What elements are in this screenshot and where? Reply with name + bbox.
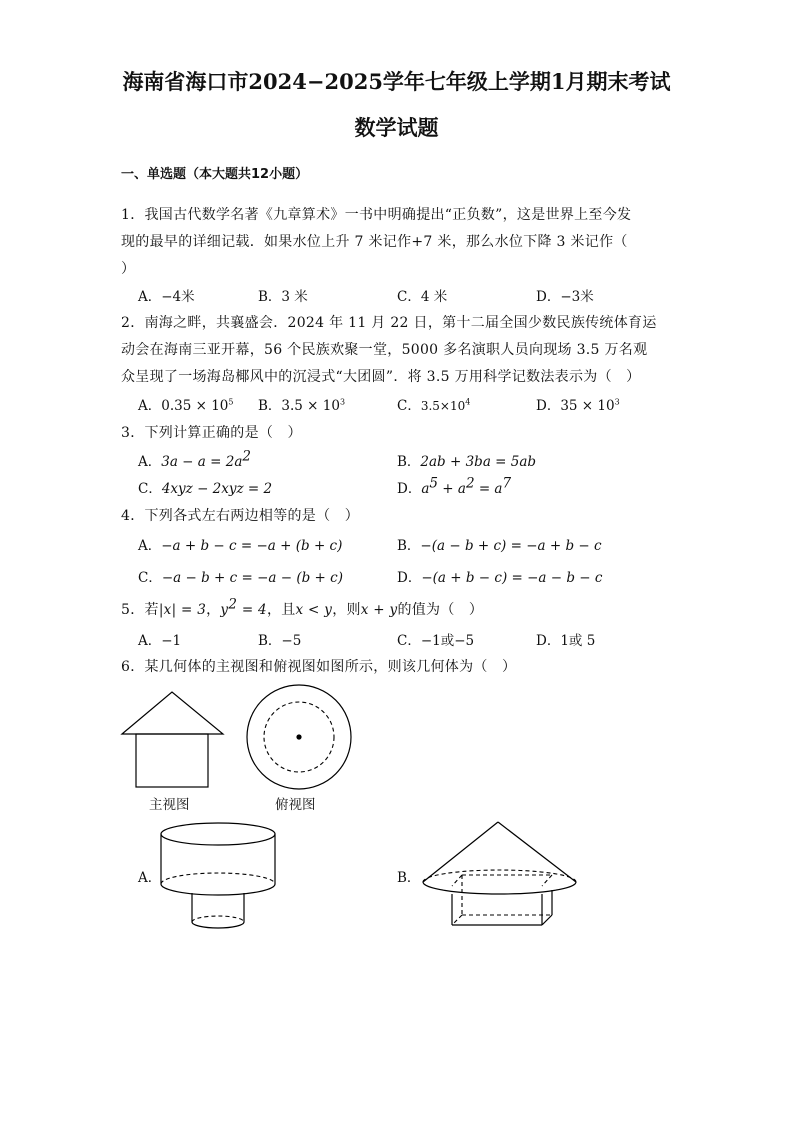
front-view-figure xyxy=(120,690,225,790)
q4-option-c: C．−a − b + c = −a − (b + c) xyxy=(138,570,343,586)
q6-option-a-figure xyxy=(158,820,282,932)
cone-left-edge xyxy=(423,822,498,882)
q1-option-b: B．3 米 xyxy=(258,289,308,305)
q3-option-c: C．4xyz − 2xyz = 2 xyxy=(138,481,273,497)
prism-top-right-edge xyxy=(542,875,552,886)
top-view-center-dot xyxy=(296,734,301,739)
q2-option-c: C．$3.5\times 10^4$ xyxy=(397,397,471,414)
cone-base-back xyxy=(423,870,576,882)
q5-option-a: A．−1 xyxy=(138,633,182,649)
q6-option-b-figure xyxy=(420,820,580,930)
q2-line3: 众呈现了一场海岛椰风中的沉浸式“大团圆”．将 3.5 万用科学记数法表示为（ ） xyxy=(121,369,641,385)
q5-option-d: D．1或 5 xyxy=(536,633,596,649)
page-title: 海南省海口市2024−2025学年七年级上学期1月期末考试 xyxy=(122,69,671,94)
q5-stem: 5．若|x| = 3，$y^2 = 4$，且x < y，则x + y的值为（ ） xyxy=(121,596,484,618)
prism-top-left-edge xyxy=(452,875,462,886)
q3-option-b: B．2ab + 3ba = 5ab xyxy=(397,454,537,470)
front-view-roof xyxy=(122,692,223,734)
cone-right-edge xyxy=(498,822,576,882)
q1-option-d: D．−3米 xyxy=(536,289,594,305)
front-view-caption: 主视图 xyxy=(149,797,190,813)
front-view-body xyxy=(136,734,208,787)
big-cylinder-bottom-back xyxy=(161,873,275,884)
section-heading: 一、单选题（本大题共12小题） xyxy=(121,167,309,182)
cone-base-front xyxy=(423,882,576,894)
top-view-figure xyxy=(246,684,354,792)
q6-option-b-label: B． xyxy=(397,870,421,886)
q4-option-a: A．−a + b − c = −a + (b + c) xyxy=(138,538,343,554)
q4-option-d: D．−(a + b − c) = −a − b − c xyxy=(397,570,603,586)
q1-option-a: A．−4米 xyxy=(138,289,195,305)
q6-stem: 6．某几何体的主视图和俯视图如图所示，则该几何体为（ ） xyxy=(121,659,517,675)
q2-option-a: A．$0.35 \times 10^5$ xyxy=(138,397,234,414)
q3-option-d: D．$a^5 + a^2 = a^7$ xyxy=(397,475,512,497)
q2-line1: 2．南海之畔，共襄盛会．2024 年 11 月 22 日，第十二届全国少数民族传统体育运 xyxy=(121,315,657,331)
prism-bottom-right-edge xyxy=(542,915,552,925)
q5-option-c: C．−1或−5 xyxy=(397,633,475,649)
top-view-caption: 俯视图 xyxy=(275,797,316,813)
q1-line3: ） xyxy=(121,261,136,277)
big-cylinder-bottom-front xyxy=(161,884,275,895)
q2-option-d: D．$35 \times 10^3$ xyxy=(536,397,620,414)
q1-line2: 现的最早的详细记载．如果水位上升 7 米记作+7 米，那么水位下降 3 米记作（ xyxy=(121,234,628,250)
q3-stem: 3．下列计算正确的是（ ） xyxy=(121,425,302,441)
q4-stem: 4．下列各式左右两边相等的是（ ） xyxy=(121,508,360,524)
q2-line2: 动会在海南三亚开幕，56 个民族欢聚一堂，5000 多名演职人员向现场 3.5 万名观 xyxy=(121,342,648,358)
q5-option-b: B．−5 xyxy=(258,633,302,649)
small-cylinder-bottom-back xyxy=(192,916,244,922)
q4-option-b: B．−(a − b + c) = −a + b − c xyxy=(397,538,602,554)
q3-option-a: A．$3a - a = 2a^2$ xyxy=(138,448,251,470)
q1-line1: 1．我国古代数学名著《九章算术》一书中明确提出“正负数”，这是世界上至今发 xyxy=(121,207,632,223)
prism-hidden-bottom-left xyxy=(452,915,462,925)
page-subtitle: 数学试题 xyxy=(354,115,439,140)
small-cylinder-bottom-front xyxy=(192,922,244,928)
q1-option-c: C．4 米 xyxy=(397,289,448,305)
q6-option-a-label: A． xyxy=(138,870,162,886)
big-cylinder-top xyxy=(161,823,275,845)
q2-option-b: B．$3.5 \times 10^3$ xyxy=(258,397,346,414)
